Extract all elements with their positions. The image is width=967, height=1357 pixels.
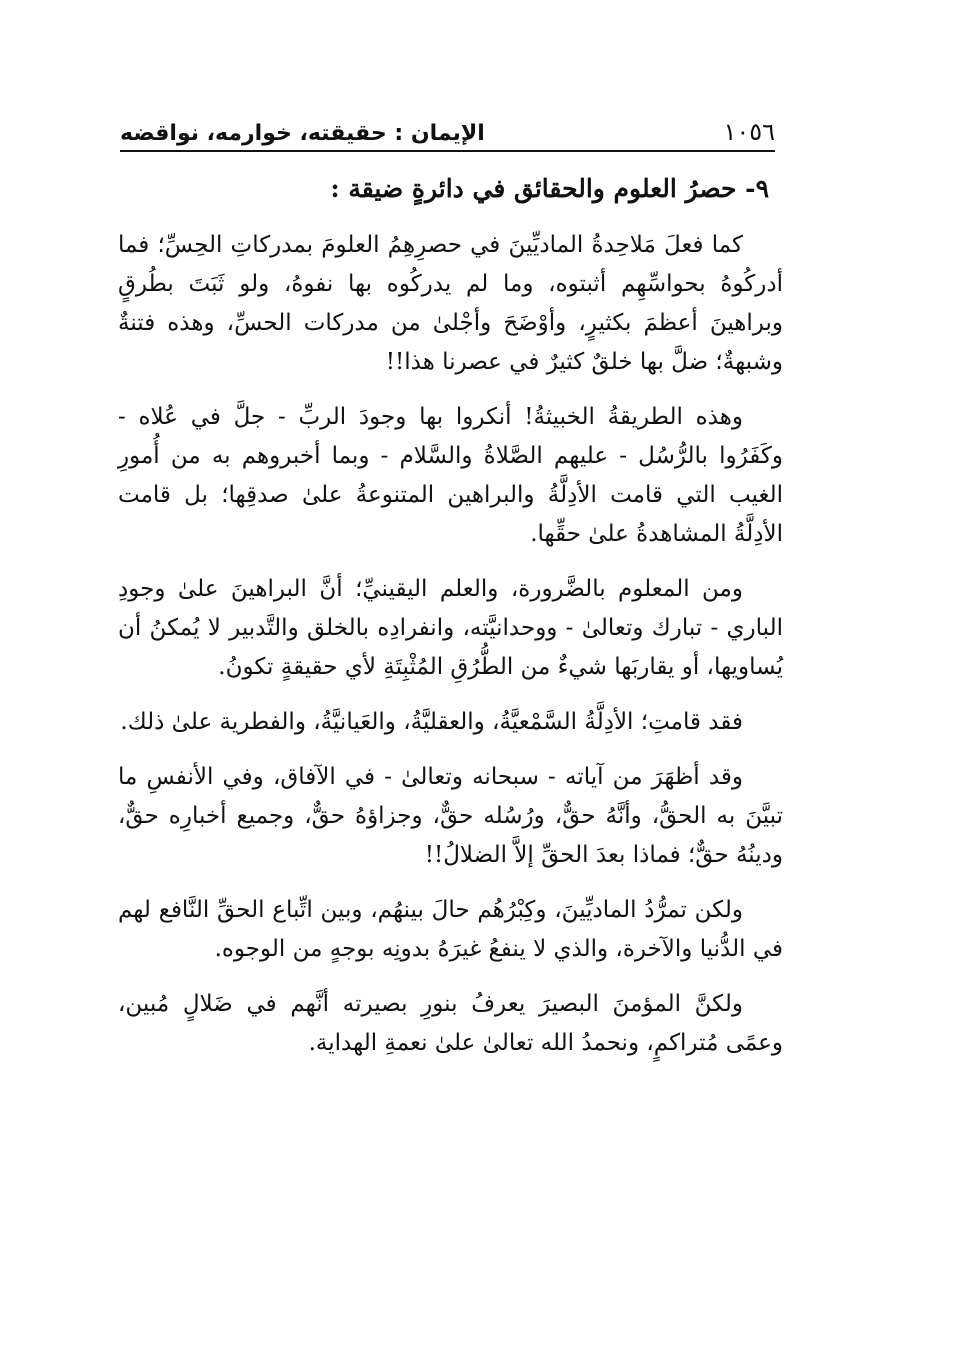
paragraph-1: كما فعلَ مَلاحِدةُ الماديِّينَ في حصرِهِمُ العلومَ بمدركاتِ الحِسِّ؛ فما أدركُوهُ بحواسِّهِم أثبتوه، وما لم يدركُوه بها نفوهُ، ولو ثَبَتَ بطُرقٍ وبراهينَ أعظمَ بكثيرٍ، وأوْضَحَ وأجْلىٰ من مدركات الحسِّ، وهذه فتنةٌ وشبهةٌ؛ ضلَّ بها خلقٌ كثيرٌ في عصرنا هذا!! [118, 232, 783, 375]
paragraph-6: ولكن تمرُّدُ الماديِّينَ، وكِبْرُهُم حالَ بينهُم، وبين اتِّباع الحقِّ النَّافع لهم في الدُّنيا والآخرة، والذي لا ينفعُ غيرَهُ بدونِه بوجهٍ من الوجوه. [118, 897, 783, 962]
paragraph-5: وقد أظهَرَ من آياته - سبحانه وتعالىٰ - في الآفاق، وفي الأنفسِ ما تبيَّنَ به الحقُّ، وأنَّهُ حقٌّ، ورُسُله حقٌّ، وجزاؤهُ حقٌّ، وجميع أخبارِه حقٌّ، ودينُهُ حقٌّ؛ فماذا بعدَ الحقِّ إلاَّ الضلالُ!! [118, 764, 783, 868]
page-number: ١٠٥٦ [723, 118, 775, 146]
paragraph-4: فقد قامتِ؛ الأدِلَّةُ السَّمْعيَّةُ، والعقليَّةُ، والعَيانيَّةُ، والفطرية علىٰ ذلك. [120, 709, 743, 735]
section-heading: ٩- حصرُ العلوم والحقائق في دائرةٍ ضيقة : [330, 174, 769, 203]
paragraph-7: ولكنَّ المؤمنَ البصيرَ يعرفُ بنورِ بصيرته أنَّهم في ضَلالٍ مُبين، وعمًى مُتراكمٍ، ونحمدُ الله تعالىٰ علىٰ نعمةِ الهداية. [118, 991, 783, 1056]
running-title: الإيمان : حقيقته، خوارمه، نواقضه [120, 121, 485, 146]
page-header [120, 112, 775, 152]
paragraph-3: ومن المعلوم بالضَّرورة، والعلم اليقينيِّ؛ أنَّ البراهينَ علىٰ وجودِ الباري - تبارك وتعالىٰ - ووحدانيَّته، وانفرادِه بالخلق والتَّدبير لا يُمكنُ أن يُساويها، أو يقاربَها شيءٌ من الطُّرُقِ المُثْبِتَةِ لأي حقيقةٍ تكونُ. [118, 576, 783, 680]
page-body [118, 170, 783, 1079]
paragraph-2: وهذه الطريقةُ الخبيثةُ! أنكروا بها وجودَ الربِّ - جلَّ في عُلاه - وكَفَرُوا بالرُّسُل - عليهم الصَّلاةُ والسَّلام - وبما أخبروهم به من أُمورِ الغيب التي قامت الأدِلَّةُ والبراهين المتنوعةُ علىٰ صدقِها؛ بل قامت الأدِلَّةُ المشاهدةُ علىٰ حقِّها. [118, 404, 783, 547]
